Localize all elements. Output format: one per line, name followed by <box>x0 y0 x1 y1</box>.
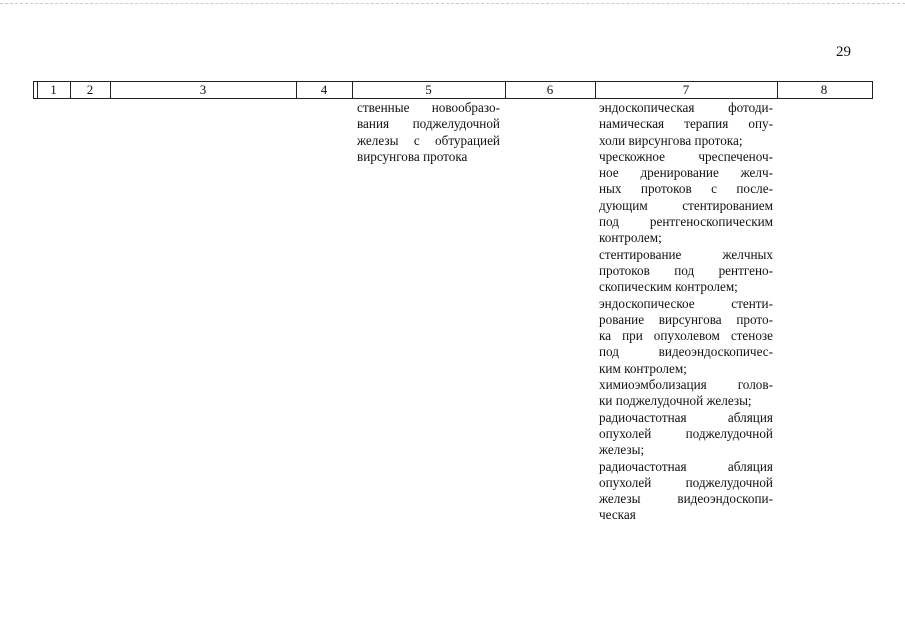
text-line: скопическим контролем; <box>599 279 738 295</box>
text-line: ных протоков с после- <box>599 181 773 197</box>
text-line: эндоскопическое стенти- <box>599 295 773 311</box>
header-col-3: 3 <box>199 82 207 97</box>
column-5-text <box>357 100 500 165</box>
text-line: контролем; <box>599 230 662 246</box>
text-line: намическая терапия опу- <box>599 116 773 132</box>
header-col-5: 5 <box>425 82 432 97</box>
scan-edge <box>0 3 905 5</box>
text-line: опухолей поджелудочной <box>599 425 773 441</box>
text-line: ственные новообразо- <box>357 100 500 115</box>
text-line: под видеоэндоскопичес- <box>599 344 773 360</box>
text-line: ким контролем; <box>599 360 687 376</box>
column-7-text <box>599 100 773 524</box>
text-line: под рентгеноскопическим <box>599 214 773 230</box>
header-col-2: 2 <box>86 82 94 97</box>
text-line: радиочастотная абляция <box>599 409 773 425</box>
header-col-6: 6 <box>546 82 554 97</box>
text-line: ки поджелудочной железы; <box>599 393 752 409</box>
text-line: рование вирсунгова прото- <box>599 311 773 327</box>
text-line: протоков под рентгено- <box>599 262 773 278</box>
text-line: дующим стентированием <box>599 197 773 213</box>
text-line: стентирование желчных <box>599 246 773 262</box>
text-line: железы с обтурацией <box>357 132 500 148</box>
text-line: химиоэмболизация голов- <box>599 377 773 393</box>
text-line: чрескожное чреспеченоч- <box>599 148 773 164</box>
text-line: вирсунгова протока <box>357 148 468 164</box>
text-line: ческая <box>599 507 636 523</box>
header-col-1: 1 <box>50 82 57 97</box>
text-line: опухолей поджелудочной <box>599 474 773 490</box>
text-line: холи вирсунгова протока; <box>599 132 743 148</box>
text-line: вания поджелудочной <box>357 116 500 132</box>
header-col-7: 7 <box>682 82 690 97</box>
text-line: эндоскопическая фотоди- <box>599 100 773 115</box>
text-line: ка при опухолевом стенозе <box>599 328 773 344</box>
text-line: радиочастотная абляция <box>599 458 773 474</box>
text-line: железы; <box>599 442 645 458</box>
header-col-8: 8 <box>820 82 828 97</box>
text-line: ное дренирование желч- <box>599 165 773 181</box>
header-col-4: 4 <box>320 82 328 97</box>
text-line: железы видеоэндоскопи- <box>599 491 773 507</box>
page-number: 29 <box>836 44 851 60</box>
